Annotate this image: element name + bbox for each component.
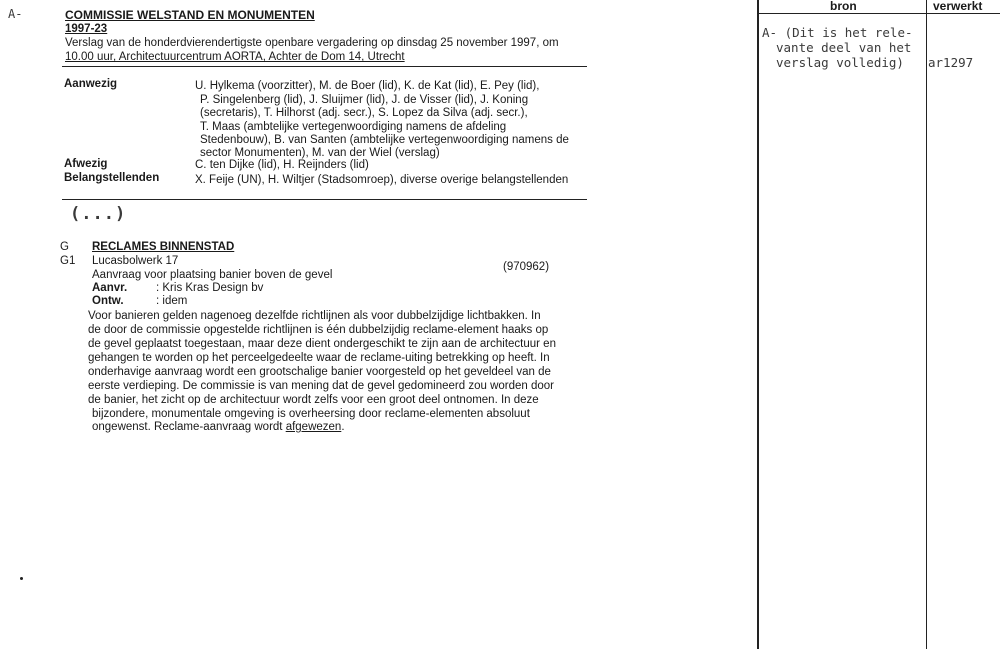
body-text-line: de door de commissie opgestelde richtlijnen is één dubbelzijdig reclame-element haaks op <box>88 324 549 336</box>
absent-value: C. ten Dijke (lid), H. Reijnders (lid) <box>195 159 369 171</box>
present-line: U. Hylkema (voorzitter), M. de Boer (lid), K. de Kat (lid), E. Pey (lid), <box>195 80 540 92</box>
decision-word: afgewezen <box>285 421 342 433</box>
decision-prefix: ongewenst. Reclame-aanvraag wordt <box>92 421 286 433</box>
header-divider <box>62 66 587 67</box>
body-text-line: gehangen te worden op het perceelgedeelte waar de reclame-uiting betrekking op heeft. In <box>88 352 550 364</box>
body-text-line: de banier, het zicht op de architectuur wordt zelfs voor een groot deel ontnomen. In deze <box>88 394 539 406</box>
margin-mark: A- <box>8 7 23 21</box>
body-text-line: de gevel geplaatst toegestaan, maar deze dient ondergeschikt te zijn aan de architectuur en <box>88 338 556 350</box>
present-label: Aanwezig <box>64 78 118 90</box>
applicant-value: : Kris Kras Design bv <box>156 282 264 294</box>
item-reference: (970962) <box>503 261 550 273</box>
designer-label: Ontw. <box>92 295 124 307</box>
body-text-line: eerste verdieping. De commissie is van mening dat de gevel gedomineerd zou worden door <box>88 380 555 392</box>
absent-label: Afwezig <box>64 158 108 170</box>
designer-value: : idem <box>156 295 188 307</box>
present-line: Stedenbouw), B. van Santen (ambtelijke vertegenwoordiging namens de <box>200 134 569 146</box>
section-code: G <box>60 241 69 253</box>
source-note-line: vante deel van het <box>776 40 912 55</box>
decision-suffix: . <box>341 421 345 433</box>
item-request: Aanvraag voor plaatsing banier boven de gevel <box>92 269 333 281</box>
body-text-line: onderhavige aanvraag wordt een grootschalige banier voorgesteld op het geveldeel van de <box>88 366 551 378</box>
present-line: P. Singelenberg (lid), J. Sluijmer (lid), J. de Visser (lid), J. Koning <box>200 94 529 106</box>
present-line: sector Monumenten), M. van der Wiel (verslag) <box>200 147 440 159</box>
processed-code: ar1297 <box>928 55 974 70</box>
applicant-label: Aanvr. <box>92 282 128 294</box>
stakeholders-label: Belangstellenden <box>64 172 160 184</box>
table-left-border <box>757 0 759 649</box>
column-header-verwerkt: verwerkt <box>933 0 983 13</box>
item-address: Lucasbolwerk 17 <box>92 255 179 267</box>
meeting-description-line1: Verslag van de honderdvierendertigste openbare vergadering op dinsdag 25 november 1997, om <box>65 37 559 49</box>
section-title: RECLAMES BINNENSTAD <box>92 241 235 253</box>
present-line: T. Maas (ambtelijke vertegenwoordiging namens de afdeling <box>200 121 507 133</box>
meeting-number: 1997-23 <box>65 23 108 35</box>
scan-speck <box>20 577 23 580</box>
body-text-line: Voor banieren gelden nagenoeg dezelfde richtlijnen als voor dubbelzijdige lichtbakken. In <box>88 310 541 322</box>
item-code: G1 <box>60 255 76 267</box>
document-title: COMMISSIE WELSTAND EN MONUMENTEN <box>65 8 315 22</box>
stakeholders-value: X. Feije (UN), H. Wiltjer (Stadsomroep), diverse overige belangstellenden <box>195 174 569 186</box>
table-column-divider <box>926 0 927 649</box>
table-header-divider <box>757 13 1000 14</box>
attendance-divider <box>62 199 587 200</box>
source-note-line: A- (Dit is het rele- <box>762 25 913 40</box>
present-line: (secretaris), T. Hilhorst (adj. secr.), S. Lopez da Silva (adj. secr.), <box>200 107 528 119</box>
decision-line <box>92 421 345 433</box>
source-note-line: verslag volledig) <box>776 55 904 70</box>
column-header-bron: bron <box>830 0 857 13</box>
body-text-line: bijzondere, monumentale omgeving is overheersing door reclame-elementen absoluut <box>92 408 530 420</box>
omission-mark: (...) <box>70 204 127 224</box>
meeting-description-line2: 10.00 uur, Architectuurcentrum AORTA, Achter de Dom 14, Utrecht <box>65 51 405 63</box>
